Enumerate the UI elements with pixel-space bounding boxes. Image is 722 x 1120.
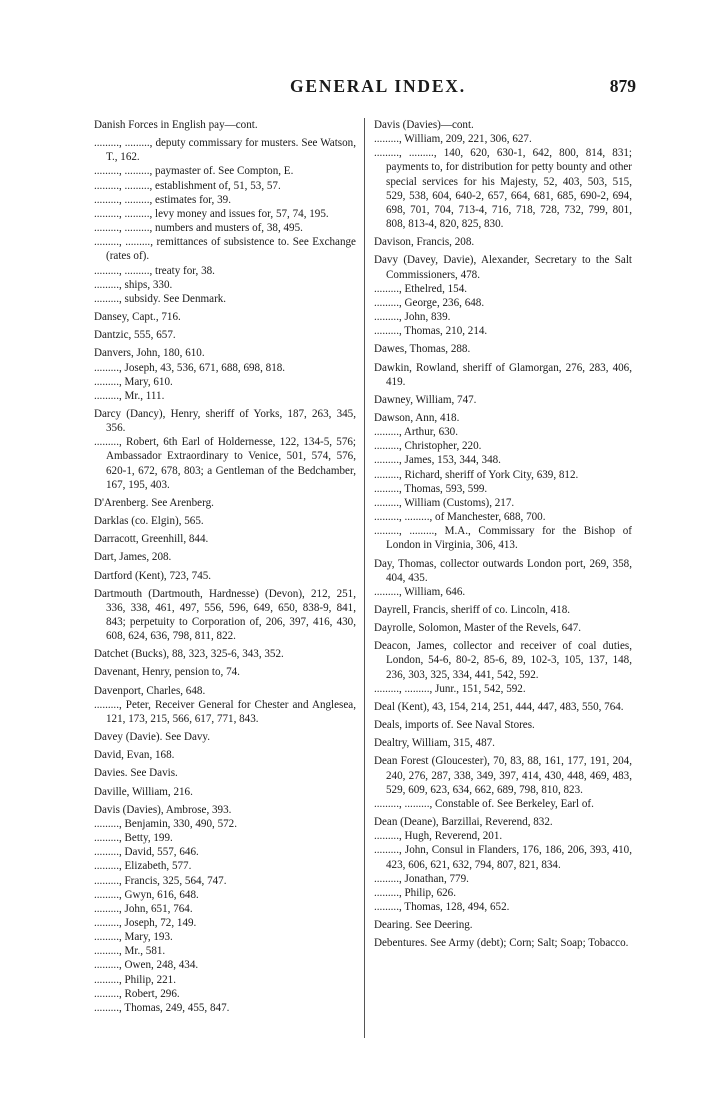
index-entry: Davison, Francis, 208.: [374, 236, 475, 249]
index-entry: Davenport, Charles, 648.: [94, 684, 206, 697]
index-entry: ........., Owen, 248, 434.: [94, 959, 199, 972]
index-entry: Dean (Deane), Barzillai, Reverend, 832.: [374, 816, 553, 829]
index-entry: Danish Forces in English pay—cont.: [94, 119, 258, 131]
index-entry: ........., John, 839.: [374, 311, 451, 324]
index-entry: ........., Thomas, 593, 599.: [374, 482, 488, 495]
index-entry: Daville, William, 216.: [94, 785, 193, 798]
index-entry: ........., Joseph, 43, 536, 671, 688, 698, 818.: [94, 361, 286, 374]
index-entry: Dartmouth (Dartmouth, Hardnesse) (Devon), 212, 251, 336, 338, 461, 497, 556, 596, 649, 650, 838-9, 841, 843; perpetuity to Corporation of, 206, 397, 416, 430, 608, 624, 636, 798, 811, 822.: [94, 587, 356, 643]
index-entry: Dawes, Thomas, 288.: [374, 343, 471, 356]
index-entry: ........., Arthur, 630.: [374, 426, 458, 439]
index-entry: ........., William, 209, 221, 306, 627.: [374, 133, 532, 146]
index-entry: ........., Ethelred, 154.: [374, 282, 468, 295]
index-entry: ........., ........., levy money and issues for, 57, 74, 195.: [94, 207, 329, 220]
index-entry: Davy (Davey, Davie), Alexander, Secretary to the Salt Commissioners, 478.: [374, 254, 632, 281]
index-entry: ........., Philip, 626.: [374, 886, 456, 899]
index-entry: Day, Thomas, collector outwards London port, 269, 358, 404, 435.: [374, 557, 632, 584]
index-entry: ........., ........., establishment of, 51, 53, 57.: [94, 179, 281, 192]
index-entry: ........., Mary, 610.: [94, 375, 173, 388]
index-entry: Dayrell, Francis, sheriff of co. Lincoln, 418.: [374, 604, 571, 616]
index-entry: Dansey, Capt., 716.: [94, 311, 181, 324]
index-entry: Dayrolle, Solomon, Master of the Revels, 647.: [374, 622, 582, 635]
index-entry: ........., Thomas, 249, 455, 847.: [94, 1001, 230, 1014]
index-entry: Darcy (Dancy), Henry, sheriff of Yorks, 187, 263, 345, 356.: [94, 407, 356, 435]
index-entry: ........., David, 557, 646.: [94, 846, 199, 859]
index-entry: David, Evan, 168.: [94, 749, 175, 762]
index-entry: Deals, imports of. See Naval Stores.: [374, 719, 535, 732]
index-entry: ........., Robert, 296.: [94, 987, 180, 1000]
index-entry: Dealtry, William, 315, 487.: [374, 737, 495, 750]
index-entry: Dantzic, 555, 657.: [94, 329, 176, 342]
index-entry: Deal (Kent), 43, 154, 214, 251, 444, 447, 483, 550, 764.: [374, 700, 624, 713]
index-entry: ........., subsidy. See Denmark.: [94, 292, 227, 305]
index-entry: ........., Mr., 581.: [94, 945, 166, 958]
index-entry: ........., Hugh, Reverend, 201.: [374, 830, 503, 843]
index-entry: ........., Francis, 325, 564, 747.: [94, 874, 227, 887]
index-entry: Dearing. See Deering.: [374, 919, 473, 932]
index-entry: ........., George, 236, 648.: [374, 296, 485, 309]
page-number: 879: [609, 76, 636, 96]
index-entry: ........., Robert, 6th Earl of Holdernesse, 122, 134-5, 576; Ambassador Extraordinary to Venice, 501, 574, 576, 620-1, 672, 678, 803; a Gentleman of the Bedchamber, 167, 195, 403.: [94, 436, 356, 491]
index-entry: ........., Mr., 111.: [94, 389, 165, 402]
index-entry: ........., William, 646.: [374, 585, 466, 598]
index-entry: ........., ........., treaty for, 38.: [94, 264, 215, 277]
index-entry: ........., ........., deputy commissary for musters. See Watson, T., 162.: [94, 137, 356, 164]
index-entry: Deacon, James, collector and receiver of coal duties, London, 54-6, 80-2, 85-6, 89, 102-3, 105, 137, 148, 236, 303, 325, 334, 441, 542, 592.: [374, 640, 632, 681]
index-entry: ........., James, 153, 344, 348.: [374, 454, 501, 467]
index-entry: ........., ........., Junr., 151, 542, 592.: [374, 682, 526, 695]
index-entry: Debentures. See Army (debt); Corn; Salt; Soap; Tobacco.: [374, 937, 629, 950]
index-entry: ........., Philip, 221.: [94, 973, 176, 986]
index-entry: ........., ........., of Manchester, 688, 700.: [374, 511, 546, 524]
index-entry: ........., ........., paymaster of. See Compton, E.: [94, 165, 294, 178]
index-entry: Dawkin, Rowland, sheriff of Glamorgan, 276, 283, 406, 419.: [374, 361, 632, 388]
index-entry: Davis (Davies), Ambrose, 393.: [94, 803, 232, 816]
index-entry: Dawson, Ann, 418.: [374, 411, 460, 424]
index-entry: ........., Benjamin, 330, 490, 572.: [94, 817, 237, 830]
index-entry: ........., ........., Constable of. See Berkeley, Earl of.: [374, 797, 594, 810]
index-entry: D'Arenberg. See Arenberg.: [94, 496, 214, 509]
index-entry: ........., Thomas, 128, 494, 652.: [374, 900, 510, 913]
index-entry: ........., Richard, sheriff of York City, 639, 812.: [374, 468, 579, 481]
index-entry: ........., Thomas, 210, 214.: [374, 325, 488, 338]
index-entry: Darracott, Greenhill, 844.: [94, 533, 209, 546]
index-entry: ........., Gwyn, 616, 648.: [94, 888, 199, 901]
index-entry: Davies. See Davis.: [94, 767, 178, 780]
index-entry: Danvers, John, 180, 610.: [94, 347, 205, 360]
index-entry: ........., Jonathan, 779.: [374, 872, 469, 885]
index-entry: ........., ........., M.A., Commissary for the Bishop of London in Virginia, 306, 413.: [374, 525, 632, 552]
index-entry: ........., Elizabeth, 577.: [94, 860, 192, 873]
index-entry: ........., ships, 330.: [94, 278, 173, 291]
index-entry: ........., ........., estimates for, 39.: [94, 193, 231, 206]
right-column: [374, 118, 632, 954]
index-entry: ........., John, 651, 764.: [94, 902, 193, 915]
index-entry: ........., ........., numbers and musters of, 38, 495.: [94, 222, 303, 235]
index-entry: Dart, James, 208.: [94, 551, 172, 564]
left-column: [94, 118, 356, 1015]
index-entry: Davenant, Henry, pension to, 74.: [94, 666, 240, 679]
index-entry: Datchet (Bucks), 88, 323, 325-6, 343, 352.: [94, 648, 284, 661]
index-entry: ........., John, Consul in Flanders, 176, 186, 206, 393, 410, 423, 606, 621, 632, 794, 807, 821, 834.: [374, 844, 632, 871]
index-entry: ........., Peter, Receiver General for Chester and Anglesea, 121, 173, 215, 566, 617, 771, 843.: [94, 698, 356, 725]
index-entry: ........., ........., remittances of subsistence to. See Exchange (rates of).: [94, 236, 356, 263]
index-entry: ........., Christopher, 220.: [374, 440, 482, 453]
index-entry: ........., Joseph, 72, 149.: [94, 916, 197, 929]
index-entry: ........., Mary, 193.: [94, 931, 173, 944]
column-divider: [364, 118, 365, 1038]
index-entry: Davis (Davies)—cont.: [374, 119, 474, 131]
index-entry: ........., William (Customs), 217.: [374, 496, 515, 509]
index-entry: Davey (Davie). See Davy.: [94, 731, 211, 744]
index-entry: ........., Betty, 199.: [94, 832, 173, 845]
index-entry: Dawney, William, 747.: [374, 393, 477, 406]
index-entry: ........., ........., 140, 620, 630-1, 642, 800, 814, 831; payments to, for distribution for petty bounty and other special services for his Majesty, 52, 403, 503, 515, 529, 538, 604, 640-2, 657, 664, 681, 685, 690-2, 694, 698, 701, 704, 713-4, 716, 718, 728, 732, 799, 801, 808, 813-4, 820, 825, 830.: [374, 147, 632, 231]
page-title: GENERAL INDEX.: [290, 76, 466, 96]
index-entry: Dartford (Kent), 723, 745.: [94, 569, 212, 582]
index-entry: Darklas (co. Elgin), 565.: [94, 515, 204, 528]
index-entry: Dean Forest (Gloucester), 70, 83, 88, 161, 177, 191, 204, 240, 276, 287, 338, 349, 397, 414, 430, 448, 469, 483, 529, 609, 623, 634, 662, 689, 798, 810, 823.: [374, 755, 632, 796]
